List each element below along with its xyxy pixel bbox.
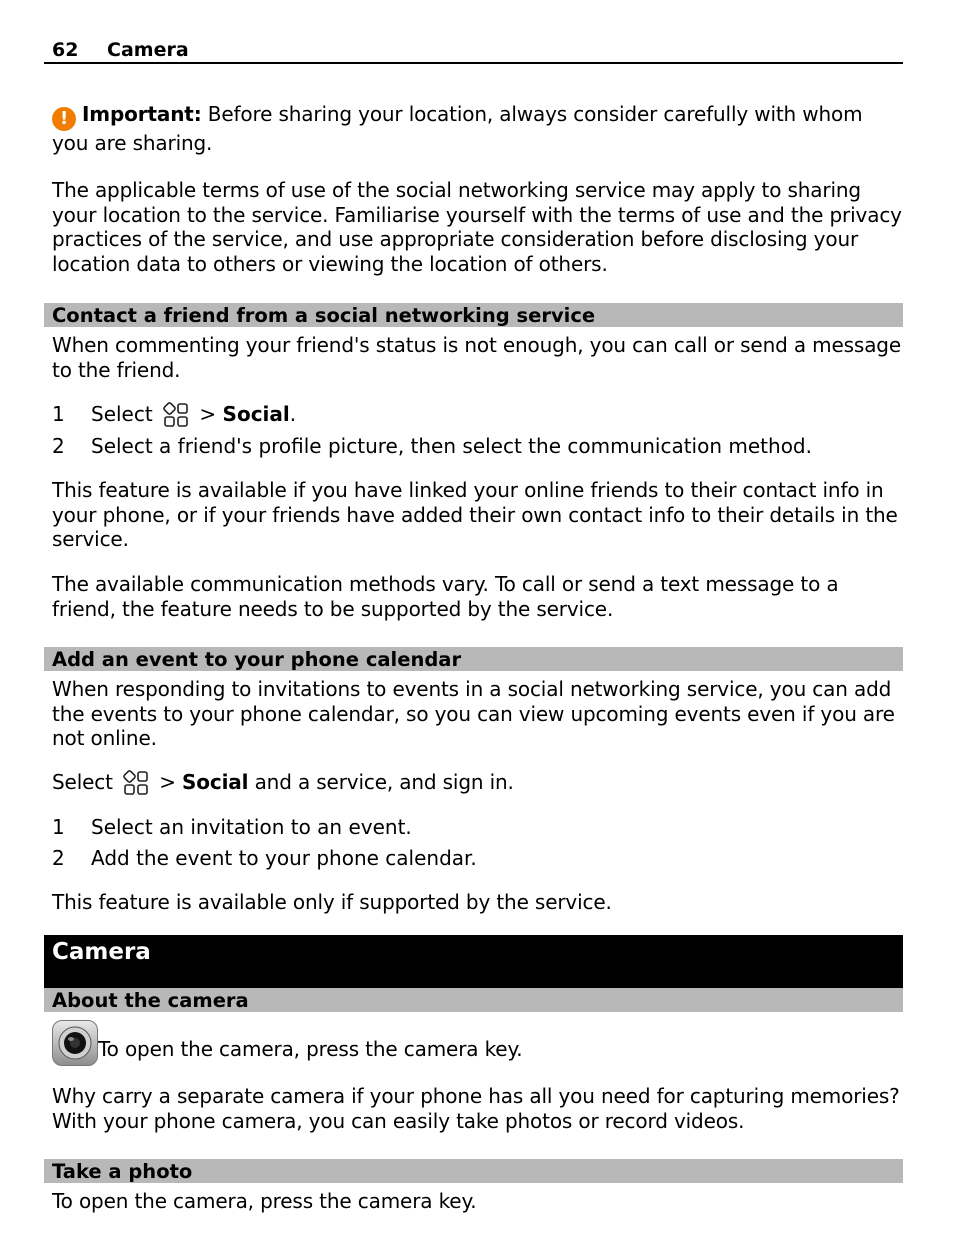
methods-paragraph: The available communication methods vary. To call or send a text message to a friend, the feature needs to be supported by the service. (52, 572, 839, 621)
take-photo-paragraph: To open the camera, press the camera key. (52, 1189, 477, 1213)
step-number: 2 (52, 846, 65, 870)
section-heading-text: Contact a friend from a social networking service (52, 304, 596, 327)
exclamation-icon: ! (52, 107, 76, 131)
feature-linked-paragraph: This feature is available if you have linked your online friends to their contact info in your phone, or if your friends have added their own contact info to their details in the service. (52, 478, 898, 551)
chapter-heading-text: Camera (52, 939, 151, 965)
section-heading-about-camera (44, 988, 903, 1012)
section-heading-contact-friend (44, 303, 903, 327)
step-text: Select > Social. (91, 402, 297, 426)
social-label: Social (222, 402, 290, 426)
camera-app-icon (52, 1020, 98, 1066)
social-label: Social (182, 770, 249, 794)
step-number: 1 (52, 815, 65, 839)
step-number: 1 (52, 402, 65, 426)
event-intro-paragraph: When responding to invitations to events in a social networking service, you can add the events to your phone calendar, so you can view upcoming events even if you are not online. (52, 677, 895, 750)
section-heading-take-photo (44, 1159, 903, 1183)
why-camera-paragraph: Why carry a separate camera if your phone has all you need for capturing memories? With your phone camera, you can easily take photos or record videos. (52, 1084, 900, 1133)
important-text: Before sharing your location, always consider carefully with whom you are sharing. (52, 102, 863, 155)
camera-lens-icon (53, 1021, 97, 1065)
section-heading-text: Take a photo (52, 1160, 193, 1183)
important-label: Important: (82, 102, 202, 126)
event-select-paragraph: Select > Social and a service, and sign in. (52, 770, 514, 794)
chapter-title: Camera (107, 39, 189, 61)
running-header (44, 38, 903, 64)
important-note (52, 102, 903, 156)
step-text: Add the event to your phone calendar. (91, 846, 477, 870)
menu-grid-icon (123, 770, 149, 796)
contact-intro-paragraph: When commenting your friend's status is not enough, you can call or send a message to the friend. (52, 333, 902, 382)
menu-grid-icon (163, 402, 189, 428)
step-text: Select an invitation to an event. (91, 815, 412, 839)
step-number: 2 (52, 434, 65, 458)
camera-key-text: To open the camera, press the camera key. (98, 1037, 523, 1061)
page-number: 62 (52, 39, 79, 61)
step-text: Select a friend's profile picture, then select the communication method. (91, 434, 812, 458)
terms-paragraph: The applicable terms of use of the social networking service may apply to sharing your location to the service. Familiarise yourself with the terms of use and the privacy practices of the service, and use appropriate consideration before disclosing your location data to others or viewing the location of others. (52, 178, 902, 276)
section-heading-add-event (44, 647, 903, 671)
section-heading-text: About the camera (52, 989, 249, 1012)
chapter-heading-camera (44, 935, 903, 988)
feature-supported-paragraph: This feature is available only if supported by the service. (52, 890, 612, 914)
section-heading-text: Add an event to your phone calendar (52, 648, 462, 671)
